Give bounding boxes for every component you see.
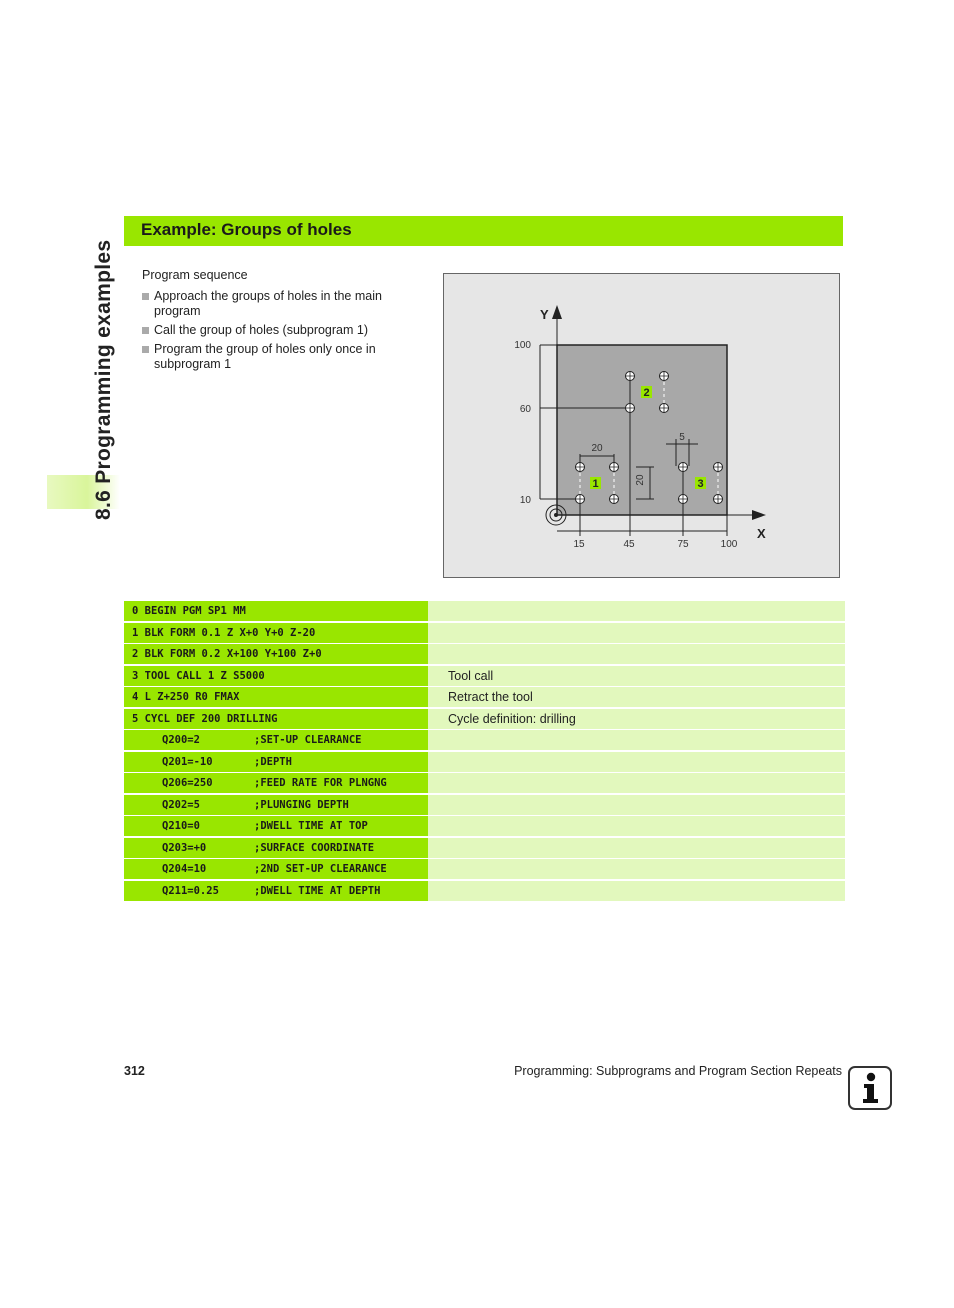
table-row (124, 709, 845, 729)
section-heading: Example: Groups of holes (124, 216, 843, 246)
code-cell: 2 BLK FORM 0.2 X+100 Y+100 Z+0 (124, 644, 428, 664)
desc-cell (428, 838, 845, 858)
group-label-2: 2 (643, 387, 650, 399)
table-row (124, 752, 845, 772)
desc-cell (428, 881, 845, 901)
nc-program-table (124, 601, 845, 902)
bullet-square-icon (142, 293, 149, 300)
dimension-label: 20 (591, 443, 603, 454)
code-cell: Q211=0.25 ;DWELL TIME AT DEPTH (124, 881, 428, 901)
code-cell: Q210=0 ;DWELL TIME AT TOP (124, 816, 428, 836)
code-cell: Q202=5 ;PLUNGING DEPTH (124, 795, 428, 815)
list-item-text: Program the group of holes only once in subprogram 1 (154, 342, 376, 371)
group-label-3: 3 (697, 478, 704, 490)
section-side-title: 8.6 Programming examples (92, 239, 115, 520)
x-tick-label: 75 (677, 539, 689, 550)
desc-cell: Retract the tool (428, 687, 845, 707)
hole-groups-drawing (443, 273, 840, 578)
x-tick-label: 45 (623, 539, 635, 550)
code-cell: Q201=-10 ;DEPTH (124, 752, 428, 772)
table-row (124, 773, 845, 793)
code-cell: Q203=+0 ;SURFACE COORDINATE (124, 838, 428, 858)
list-item-text: Approach the groups of holes in the main program (154, 289, 382, 318)
chapter-title: Programming: Subprograms and Program Section Repeats (514, 1064, 842, 1078)
desc-cell (428, 795, 845, 815)
dimension-label: 5 (679, 432, 685, 443)
desc-cell: Cycle definition: drilling (428, 709, 845, 729)
y-axis-arrow-icon (552, 305, 562, 319)
info-glyph (850, 1068, 890, 1108)
y-tick-label: 100 (514, 340, 531, 351)
dimension-label: 20 (635, 474, 646, 486)
code-cell: 1 BLK FORM 0.1 Z X+0 Y+0 Z-20 (124, 623, 428, 643)
desc-cell (428, 752, 845, 772)
intro-text (142, 268, 412, 376)
desc-cell (428, 623, 845, 643)
desc-cell (428, 730, 845, 750)
desc-cell (428, 859, 845, 879)
code-cell: Q200=2 ;SET-UP CLEARANCE (124, 730, 428, 750)
table-row (124, 687, 845, 707)
bullet-square-icon (142, 327, 149, 334)
table-row (124, 838, 845, 858)
table-row (124, 730, 845, 750)
drawing-svg (444, 274, 839, 577)
code-cell: 4 L Z+250 R0 FMAX (124, 687, 428, 707)
y-axis-label: Y (540, 307, 549, 322)
desc-cell: Tool call (428, 666, 845, 686)
x-tick-label: 15 (573, 539, 585, 550)
code-cell: 3 TOOL CALL 1 Z S5000 (124, 666, 428, 686)
list-item (142, 323, 412, 338)
desc-cell (428, 644, 845, 664)
info-icon (848, 1066, 892, 1110)
table-row (124, 859, 845, 879)
list-item (142, 342, 412, 372)
list-item (142, 289, 412, 319)
desc-cell (428, 816, 845, 836)
group-label-1: 1 (592, 478, 599, 490)
code-cell: 5 CYCL DEF 200 DRILLING (124, 709, 428, 729)
y-tick-label: 10 (519, 495, 531, 506)
table-row (124, 666, 845, 686)
list-item-text: Call the group of holes (subprogram 1) (154, 323, 369, 337)
x-axis-label: X (757, 526, 766, 541)
table-row (124, 881, 845, 901)
page-number: 312 (124, 1064, 145, 1078)
code-cell: 0 BEGIN PGM SP1 MM (124, 601, 428, 621)
y-tick-label: 60 (519, 404, 531, 415)
x-tick-label: 100 (720, 539, 738, 550)
intro-lead: Program sequence (142, 268, 248, 282)
code-cell: Q204=10 ;2ND SET-UP CLEARANCE (124, 859, 428, 879)
desc-cell (428, 601, 845, 621)
table-row (124, 623, 845, 643)
code-cell: Q206=250 ;FEED RATE FOR PLNGNG (124, 773, 428, 793)
x-axis-arrow-icon (752, 510, 766, 520)
bullet-square-icon (142, 346, 149, 353)
table-row (124, 601, 845, 621)
table-row (124, 795, 845, 815)
table-row (124, 816, 845, 836)
intro-bullet-list (142, 289, 412, 372)
table-row (124, 644, 845, 664)
desc-cell (428, 773, 845, 793)
origin-center-dot (554, 513, 558, 517)
